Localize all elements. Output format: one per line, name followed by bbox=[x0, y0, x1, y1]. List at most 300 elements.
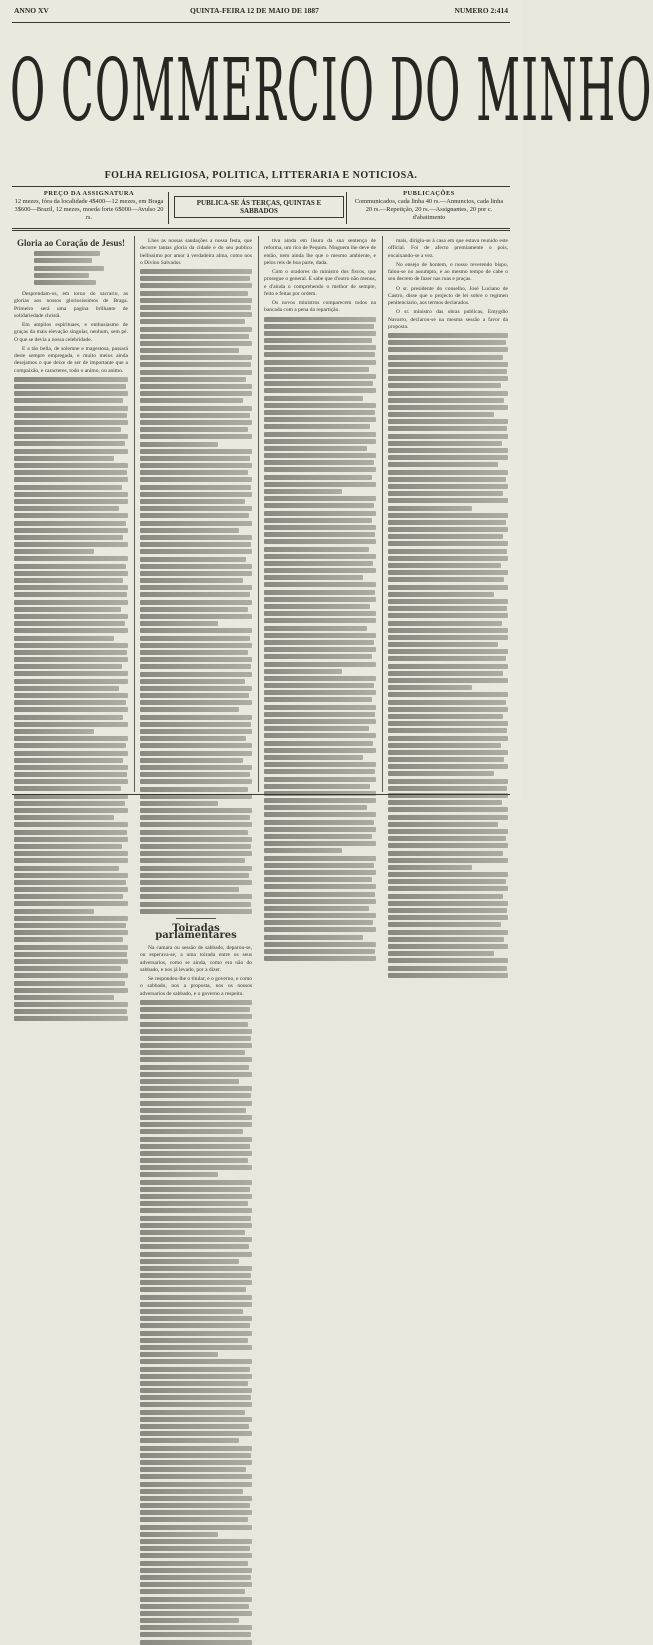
newspaper-title: O COMMERCIO DO MINHO bbox=[10, 42, 653, 142]
text-line bbox=[14, 406, 128, 411]
text-line bbox=[14, 571, 128, 576]
text-line bbox=[388, 585, 508, 590]
text-line bbox=[140, 1072, 252, 1077]
text-line bbox=[140, 427, 248, 432]
text-line bbox=[140, 1561, 248, 1566]
text-line bbox=[14, 420, 128, 425]
text-line bbox=[140, 499, 245, 504]
text-line bbox=[264, 604, 370, 609]
text-line bbox=[264, 863, 374, 868]
text-line bbox=[14, 952, 127, 957]
issue-date: QUINTA-FEIRA 12 DE MAIO DE 1887 bbox=[190, 6, 319, 15]
text-line bbox=[388, 721, 508, 726]
text-line bbox=[140, 686, 252, 691]
text-line bbox=[14, 751, 128, 756]
text-line bbox=[140, 413, 250, 418]
text-line bbox=[264, 777, 376, 782]
text-line bbox=[140, 1216, 251, 1221]
text-line bbox=[264, 769, 375, 774]
text-line bbox=[388, 922, 501, 927]
text-line bbox=[140, 1151, 252, 1156]
text-line bbox=[264, 805, 367, 810]
text-line bbox=[140, 1460, 252, 1465]
text-line bbox=[264, 892, 375, 897]
text-line bbox=[140, 506, 252, 511]
text-line bbox=[140, 1108, 246, 1113]
text-line bbox=[140, 564, 252, 569]
text-line bbox=[264, 467, 376, 472]
text-line bbox=[140, 1359, 252, 1364]
text-line bbox=[388, 419, 508, 424]
text-line bbox=[388, 405, 508, 410]
text-line bbox=[140, 1553, 252, 1558]
text-line bbox=[140, 1014, 252, 1019]
text-line bbox=[14, 715, 123, 720]
text-line bbox=[264, 489, 342, 494]
text-line bbox=[264, 539, 376, 544]
text-line bbox=[14, 506, 119, 511]
text-line bbox=[140, 679, 245, 684]
text-line bbox=[264, 374, 376, 379]
text-line bbox=[140, 391, 252, 396]
text-line bbox=[388, 455, 508, 460]
text-line bbox=[140, 1402, 252, 1407]
column-divider-3 bbox=[382, 236, 383, 792]
text-line bbox=[14, 470, 127, 475]
text-line bbox=[264, 820, 374, 825]
text-line bbox=[140, 614, 252, 619]
publications-heading: PUBLICAÇÕES bbox=[403, 190, 455, 197]
text-line bbox=[140, 1597, 252, 1602]
text-line bbox=[14, 743, 126, 748]
text-line bbox=[388, 513, 508, 518]
text-line bbox=[140, 355, 252, 360]
article-paragraph: Lhes as nossas saudações a nossa festa, que decorre tantas gloria da cidade e do seu publico bellissimo por amor à verdadeira alma, como nos o Divino Salvador. bbox=[140, 238, 252, 266]
text-line bbox=[140, 377, 246, 382]
text-line bbox=[264, 518, 372, 523]
text-line bbox=[140, 1410, 245, 1415]
text-line bbox=[140, 1302, 252, 1307]
text-line bbox=[388, 635, 508, 640]
article-paragraph: O sr. ministro das obras publicas, Emygdio Navarro, declarou-se na mesma sessão a favor da proposta. bbox=[388, 309, 508, 330]
text-line bbox=[264, 532, 375, 537]
text-line bbox=[388, 362, 508, 367]
text-line bbox=[140, 1496, 252, 1501]
text-line bbox=[388, 915, 508, 920]
text-line bbox=[140, 348, 239, 353]
text-line bbox=[388, 441, 502, 446]
article-paragraph: Na camara ou sessão de sabbado, deparou-se, ou esperava-se, a uma toirada entre os seus adversarios, como se ainda, como era não do sabbado, e nos já levado, por a dizer. bbox=[140, 945, 252, 973]
text-line bbox=[388, 412, 494, 417]
text-line bbox=[388, 886, 508, 891]
text-line bbox=[14, 736, 128, 741]
text-line bbox=[264, 956, 376, 961]
text-line bbox=[140, 463, 252, 468]
text-line bbox=[264, 561, 373, 566]
text-line bbox=[140, 1223, 252, 1228]
text-line bbox=[140, 1230, 245, 1235]
text-line bbox=[14, 600, 128, 605]
text-line bbox=[140, 585, 252, 590]
text-line bbox=[14, 966, 121, 971]
text-line bbox=[388, 779, 508, 784]
text-line bbox=[140, 693, 249, 698]
text-line bbox=[264, 841, 376, 846]
text-line bbox=[14, 477, 128, 482]
text-line bbox=[388, 894, 503, 899]
text-block bbox=[264, 317, 376, 962]
text-line bbox=[140, 628, 252, 633]
text-line bbox=[140, 1259, 239, 1264]
text-line bbox=[14, 592, 127, 597]
text-line bbox=[388, 376, 508, 381]
text-line bbox=[140, 1237, 252, 1242]
text-line bbox=[140, 578, 243, 583]
text-line bbox=[264, 712, 375, 717]
text-line bbox=[388, 836, 506, 841]
text-line bbox=[140, 1424, 249, 1429]
text-line bbox=[388, 966, 507, 971]
text-line bbox=[14, 456, 114, 461]
text-line bbox=[140, 1446, 252, 1451]
text-line bbox=[140, 1129, 243, 1134]
text-line bbox=[14, 973, 128, 978]
text-line bbox=[14, 801, 125, 806]
text-line bbox=[14, 1016, 128, 1021]
text-line bbox=[388, 556, 508, 561]
text-line bbox=[140, 779, 252, 784]
publications-prices-2: 20 rs.—Repetição, 20 rs.—Assignantes, 20 por c. d'abatimento bbox=[365, 206, 493, 221]
text-line bbox=[140, 830, 248, 835]
text-line bbox=[388, 807, 508, 812]
text-line bbox=[140, 327, 252, 332]
text-line bbox=[140, 283, 252, 288]
text-line bbox=[264, 317, 376, 322]
text-line bbox=[14, 535, 123, 540]
article-epigraph bbox=[34, 251, 128, 285]
text-line bbox=[140, 1625, 252, 1630]
text-line bbox=[388, 642, 498, 647]
article-paragraph: O sr. presidente do conselho, José Luciano de Castro, disse que o projecto de lei sobre o regimen penitenciario, aos termos declarados. bbox=[388, 285, 508, 306]
text-line bbox=[140, 362, 251, 367]
text-line bbox=[388, 800, 502, 805]
text-line bbox=[140, 1323, 250, 1328]
text-line bbox=[388, 764, 508, 769]
article-paragraph: E a tão bella, de solemne e magestosa, passará deste sempre empregada, e muito meios ainda desejamos o que deixe de ser de importante que a compaixão, e caracteres, todo o animo, ou animo. bbox=[14, 345, 128, 374]
text-line bbox=[264, 618, 376, 623]
text-line bbox=[140, 1604, 249, 1609]
text-line bbox=[264, 884, 376, 889]
text-line bbox=[264, 834, 372, 839]
text-line bbox=[140, 787, 248, 792]
text-line bbox=[140, 1632, 251, 1637]
text-line bbox=[14, 909, 94, 914]
text-block bbox=[14, 377, 128, 1022]
text-line bbox=[140, 1043, 252, 1048]
text-line bbox=[14, 880, 126, 885]
text-line bbox=[140, 521, 252, 526]
text-line bbox=[140, 1079, 239, 1084]
text-line bbox=[264, 324, 374, 329]
text-line bbox=[264, 870, 376, 875]
text-line bbox=[388, 930, 508, 935]
text-line bbox=[140, 1338, 248, 1343]
text-line bbox=[388, 484, 508, 489]
text-line bbox=[388, 937, 504, 942]
text-line bbox=[140, 1331, 252, 1336]
text-line bbox=[140, 1280, 252, 1285]
text-line bbox=[140, 844, 251, 849]
text-line bbox=[140, 442, 218, 447]
text-line bbox=[140, 736, 246, 741]
text-line bbox=[140, 1367, 250, 1372]
text-line bbox=[264, 741, 373, 746]
text-line bbox=[388, 592, 494, 597]
text-line bbox=[14, 485, 122, 490]
text-line bbox=[388, 973, 508, 978]
text-line bbox=[140, 291, 248, 296]
text-line bbox=[264, 633, 376, 638]
text-line bbox=[14, 894, 123, 899]
text-line bbox=[140, 887, 239, 892]
text-line bbox=[140, 1065, 249, 1070]
text-line bbox=[14, 844, 122, 849]
text-line bbox=[140, 1201, 248, 1206]
text-line bbox=[140, 1244, 249, 1249]
text-line bbox=[388, 692, 508, 697]
text-line bbox=[264, 547, 369, 552]
text-line bbox=[388, 822, 498, 827]
text-line bbox=[388, 858, 508, 863]
text-line bbox=[14, 937, 123, 942]
text-line bbox=[264, 475, 372, 480]
text-line bbox=[140, 1295, 252, 1300]
text-line bbox=[264, 352, 375, 357]
text-line bbox=[264, 410, 375, 415]
text-line bbox=[388, 613, 508, 618]
text-line bbox=[388, 843, 508, 848]
text-line bbox=[388, 577, 504, 582]
text-line bbox=[14, 837, 128, 842]
text-line bbox=[388, 944, 508, 949]
text-line bbox=[14, 549, 94, 554]
text-line bbox=[264, 848, 342, 853]
text-line bbox=[140, 513, 249, 518]
text-line bbox=[388, 391, 508, 396]
text-line bbox=[14, 779, 128, 784]
text-line bbox=[388, 714, 503, 719]
text-line bbox=[388, 527, 508, 532]
text-line bbox=[264, 913, 376, 918]
text-line bbox=[140, 1007, 250, 1012]
text-line bbox=[140, 319, 245, 324]
text-line bbox=[140, 1417, 252, 1422]
text-line bbox=[264, 827, 376, 832]
text-line bbox=[14, 398, 123, 403]
text-line bbox=[388, 434, 508, 439]
text-line bbox=[140, 535, 252, 540]
column-1 bbox=[14, 238, 128, 788]
text-line bbox=[140, 384, 252, 389]
text-line bbox=[388, 426, 507, 431]
text-line bbox=[140, 751, 252, 756]
text-line bbox=[264, 942, 376, 947]
text-line bbox=[388, 534, 503, 539]
text-line bbox=[140, 485, 251, 490]
text-line bbox=[14, 686, 119, 691]
text-line bbox=[264, 432, 376, 437]
text-line bbox=[140, 815, 250, 820]
text-line bbox=[140, 1345, 252, 1350]
text-line bbox=[264, 640, 374, 645]
text-line bbox=[140, 1101, 252, 1106]
text-line bbox=[388, 520, 506, 525]
text-line bbox=[140, 1431, 252, 1436]
text-line bbox=[388, 664, 508, 669]
text-line bbox=[388, 901, 508, 906]
text-line bbox=[140, 837, 252, 842]
text-line bbox=[140, 743, 252, 748]
text-line bbox=[264, 597, 376, 602]
text-line bbox=[388, 851, 503, 856]
article-heading-gloria: Gloria ao Coração de Jesus! bbox=[17, 238, 125, 248]
text-line bbox=[14, 463, 128, 468]
subscription-heading: PREÇO DA ASSIGNATURA bbox=[43, 190, 135, 197]
text-line bbox=[140, 1582, 252, 1587]
text-line bbox=[14, 700, 126, 705]
text-line bbox=[14, 959, 128, 964]
text-line bbox=[14, 499, 128, 504]
text-line bbox=[388, 707, 508, 712]
text-line bbox=[388, 549, 507, 554]
text-line bbox=[14, 427, 121, 432]
text-line bbox=[140, 269, 252, 274]
text-line bbox=[140, 1144, 250, 1149]
text-line bbox=[140, 1115, 252, 1120]
text-line bbox=[140, 1352, 218, 1357]
text-line bbox=[14, 830, 127, 835]
text-line bbox=[140, 334, 249, 339]
text-line bbox=[140, 808, 252, 813]
text-line bbox=[140, 1568, 252, 1573]
text-line bbox=[14, 722, 128, 727]
info-divider-left bbox=[168, 192, 169, 224]
text-line bbox=[140, 398, 243, 403]
text-line bbox=[140, 636, 250, 641]
text-line bbox=[14, 614, 128, 619]
text-line bbox=[264, 331, 376, 336]
text-line bbox=[264, 662, 376, 667]
text-line bbox=[140, 1158, 248, 1163]
text-line bbox=[264, 676, 376, 681]
text-line bbox=[388, 879, 506, 884]
text-line bbox=[140, 420, 252, 425]
text-line bbox=[264, 568, 376, 573]
text-line bbox=[14, 564, 126, 569]
text-line bbox=[264, 726, 369, 731]
text-line bbox=[140, 801, 218, 806]
text-line bbox=[264, 482, 376, 487]
text-line bbox=[264, 654, 372, 659]
text-line bbox=[388, 649, 508, 654]
text-line bbox=[14, 384, 126, 389]
text-line bbox=[140, 1381, 248, 1386]
text-line bbox=[140, 1575, 251, 1580]
publications-prices-1: Communicados, cada linha 40 rs.—Annuncios, cada linha bbox=[354, 198, 504, 205]
text-line bbox=[140, 1525, 252, 1530]
text-line bbox=[14, 995, 114, 1000]
text-line bbox=[14, 786, 121, 791]
text-line bbox=[388, 951, 494, 956]
text-line bbox=[264, 856, 376, 861]
text-line bbox=[264, 949, 375, 954]
text-line bbox=[140, 542, 251, 547]
text-line bbox=[140, 873, 249, 878]
text-line bbox=[140, 1187, 250, 1192]
newspaper-subtitle: FOLHA RELIGIOSA, POLITICA, LITTERARIA E NOTICIOSA. bbox=[104, 170, 418, 181]
issue-year: ANNO XV bbox=[14, 6, 49, 15]
text-line bbox=[140, 707, 239, 712]
text-line bbox=[14, 528, 128, 533]
text-line bbox=[264, 877, 372, 882]
text-line bbox=[140, 866, 252, 871]
text-line bbox=[140, 298, 252, 303]
text-line bbox=[14, 671, 128, 676]
text-line bbox=[264, 439, 376, 444]
text-line bbox=[140, 1273, 251, 1278]
text-line bbox=[388, 340, 506, 345]
text-line bbox=[140, 858, 245, 863]
text-line bbox=[264, 762, 376, 767]
text-block bbox=[388, 333, 508, 978]
text-line bbox=[140, 621, 218, 626]
text-line bbox=[264, 554, 376, 559]
text-line bbox=[264, 453, 376, 458]
text-line bbox=[140, 600, 252, 605]
text-line bbox=[140, 1489, 243, 1494]
text-line bbox=[14, 628, 128, 633]
text-line bbox=[140, 851, 252, 856]
subscription-prices-2: 3$600—Brazil, 12 mezes, moeda forte 6$000—Avulso 20 rs. bbox=[14, 206, 164, 221]
text-line bbox=[140, 1611, 252, 1616]
text-line bbox=[264, 511, 376, 516]
text-line bbox=[140, 341, 252, 346]
article-paragraph: Com o oradores do ministro dos fiscos, que prosegue o general. E sabe que d'outro não menos, e d'ainda o comprehendo o melhor de sempre, feito e feitas por ordem. bbox=[264, 269, 376, 297]
text-line bbox=[140, 650, 248, 655]
text-line bbox=[388, 757, 504, 762]
text-line bbox=[388, 570, 508, 575]
text-line bbox=[140, 700, 252, 705]
text-line bbox=[388, 498, 508, 503]
text-line bbox=[14, 815, 114, 820]
bottom-rule bbox=[12, 794, 510, 795]
text-line bbox=[388, 398, 504, 403]
text-block bbox=[140, 269, 252, 914]
text-line bbox=[14, 664, 122, 669]
text-line bbox=[264, 367, 369, 372]
text-line bbox=[14, 1002, 128, 1007]
text-line bbox=[264, 920, 373, 925]
text-line bbox=[140, 672, 252, 677]
text-line bbox=[140, 449, 252, 454]
text-line bbox=[140, 557, 246, 562]
text-line bbox=[388, 621, 502, 626]
text-line bbox=[14, 377, 128, 382]
text-line bbox=[264, 906, 369, 911]
text-line bbox=[264, 755, 363, 760]
article-paragraph: tiva ainda em lisura da sua sentença de reforma, um rico de Pequim. Ninguem lhe deve de então, nem ainda lhe que o mesmo ambiente, e pelos reis de boa parte, dada. bbox=[264, 238, 376, 266]
text-line bbox=[140, 1172, 218, 1177]
